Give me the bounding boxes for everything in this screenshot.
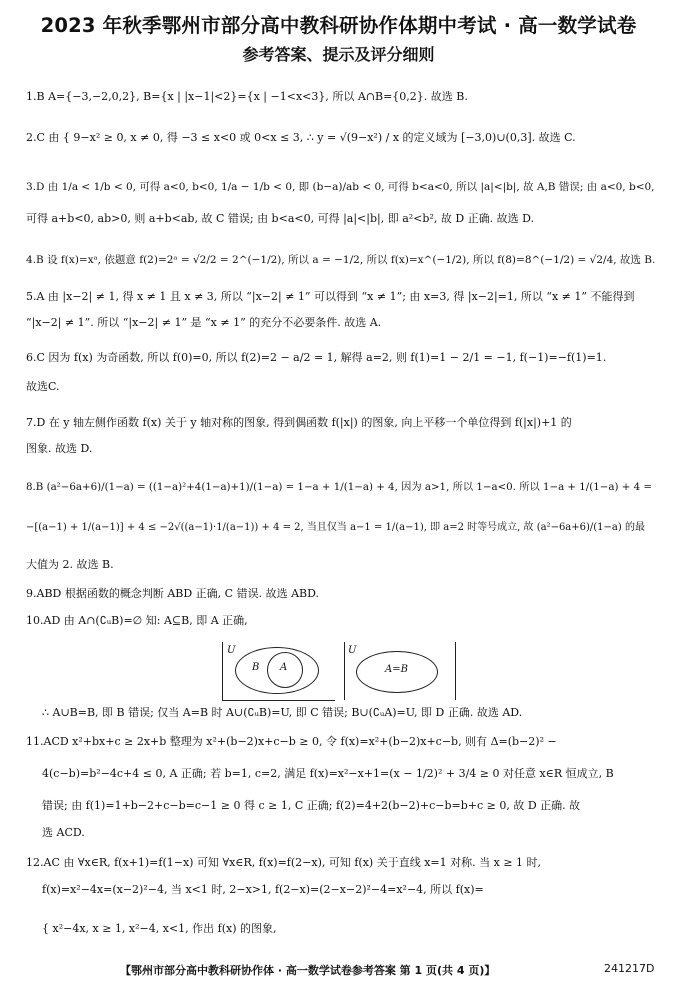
answer-5-line-2: “|x−2| ≠ 1”. 所以 “|x−2| ≠ 1” 是 “x ≠ 1” 的充分不必要条件. 故选 A. bbox=[26, 316, 382, 329]
answer-3-line-2: 可得 a+b<0, ab>0, 则 a+b<ab, 故 C 错误; 由 b<a<0, 可得 |a|<|b|, 即 a²<b², 故 D 正确. 故选 D. bbox=[26, 212, 535, 225]
venn-right-universe-label: U bbox=[348, 645, 357, 656]
answer-7-line-1: 7.D 在 y 轴左侧作函数 f(x) 关于 y 轴对称的图象, 得到偶函数 f(|x|) 的图象, 向上平移一个单位得到 f(|x|)+1 的 bbox=[26, 416, 572, 429]
answer-12-line-3: { x²−4x, x ≥ 1, x²−4, x<1, 作出 f(x) 的图象, bbox=[42, 922, 277, 935]
answer-7-line-2: 图象. 故选 D. bbox=[26, 442, 93, 455]
venn-left-a-label: A bbox=[280, 662, 288, 673]
answer-10-line-2: ∴ A∪B=B, 即 B 错误; 仅当 A=B 时 A∪(∁ᵤB)=U, 即 C 错误; B∪(∁ᵤA)=U, 即 D 正确. 故选 AD. bbox=[42, 706, 523, 719]
venn-left-universe-label: U bbox=[227, 645, 236, 656]
answer-6-line-1: 6.C 因为 f(x) 为奇函数, 所以 f(0)=0, 所以 f(2)=2 − a/2 = 1, 解得 a=2, 则 f(1)=1 − 2/1 = −1, f(−1)=−f(1)=1. bbox=[26, 351, 607, 364]
answer-8-line-2: −[(a−1) + 1/(a−1)] + 4 ≤ −2√((a−1)·1/(a−1)) + 4 = 2, 当且仅当 a−1 = 1/(a−1), 即 a=2 时等号成立, 故 (a²−6a+6)/(1−a) 的最 bbox=[26, 522, 645, 533]
answer-11-line-1: 11.ACD x²+bx+c ≥ 2x+b 整理为 x²+(b−2)x+c−b ≥ 0, 令 f(x)=x²+(b−2)x+c−b, 则有 Δ=(b−2)² − bbox=[26, 735, 557, 748]
answer-5-line-1: 5.A 由 |x−2| ≠ 1, 得 x ≠ 1 且 x ≠ 3, 所以 “|x−2| ≠ 1” 可以得到 “x ≠ 1”; 由 x=3, 得 |x−2|=1, 所以 “x ≠ 1” 不能得到 bbox=[26, 290, 635, 303]
answer-1: 1.B A={−3,−2,0,2}, B={x | |x−1|<2}={x | −1<x<3}, 所以 A∩B={0,2}. 故选 B. bbox=[26, 90, 468, 103]
answer-9: 9.ABD 根据函数的概念判断 ABD 正确, C 错误. 故选 ABD. bbox=[26, 587, 320, 600]
answer-6-line-2: 故选C. bbox=[26, 380, 60, 393]
answer-11-line-3: 错误; 由 f(1)=1+b−2+c−b=c−1 ≥ 0 得 c ≥ 1, C 正确; f(2)=4+2(b−2)+c−b=b+c ≥ 0, 故 D 正确. 故 bbox=[42, 799, 581, 812]
venn-left-b-label: B bbox=[252, 662, 260, 673]
answer-12-line-1: 12.AC 由 ∀x∈R, f(x+1)=f(1−x) 可知 ∀x∈R, f(x)=f(2−x), 可知 f(x) 关于直线 x=1 对称. 当 x ≥ 1 时, bbox=[26, 856, 542, 869]
answer-11-line-4: 选 ACD. bbox=[42, 826, 85, 839]
venn-right-ab-label: A=B bbox=[385, 664, 408, 675]
answer-12-line-2: f(x)=x²−4x=(x−2)²−4, 当 x<1 时, 2−x>1, f(2−x)=(2−x−2)²−4=x²−4, 所以 f(x)= bbox=[42, 883, 484, 896]
answer-8-line-3: 大值为 2. 故选 B. bbox=[26, 558, 114, 571]
answer-2: 2.C 由 { 9−x² ≥ 0, x ≠ 0, 得 −3 ≤ x<0 或 0<x ≤ 3, ∴ y = √(9−x²) / x 的定义域为 [−3,0)∪(0,3]. 故选 C. bbox=[26, 131, 576, 144]
answer-11-line-2: 4(c−b)=b²−4c+4 ≤ 0, A 正确; 若 b=1, c=2, 满足 f(x)=x²−x+1=(x − 1/2)² + 3/4 ≥ 0 对任意 x∈R 恒成立, B bbox=[42, 767, 614, 780]
answer-3-line-1: 3.D 由 1/a < 1/b < 0, 可得 a<0, b<0, 1/a − 1/b < 0, 即 (b−a)/ab < 0, 可得 b<a<0, 所以 |a|<|b|, 故 A,B 错误; 由 a<0, b<0, bbox=[26, 181, 655, 193]
footer-source: 【鄂州市部分高中教科研协作体 · 高一数学试卷参考答案 第 1 页(共 4 页)】 bbox=[120, 964, 496, 977]
footer-code: 241217D bbox=[604, 962, 655, 975]
exam-title: 2023 年秋季鄂州市部分高中教科研协作体期中考试 · 高一数学试卷 bbox=[40, 14, 637, 37]
answer-4: 4.B 设 f(x)=xᵃ, 依题意 f(2)=2ᵃ = √2/2 = 2^(−1/2), 所以 a = −1/2, 所以 f(x)=x^(−1/2), 所以 f(8)=8^(−1/2) = √2/4, 故选 B. bbox=[26, 254, 656, 266]
answer-key-subtitle: 参考答案、提示及评分细则 bbox=[242, 45, 435, 64]
answer-10-line-1: 10.AD 由 A∩(∁ᵤB)=∅ 知: A⊆B, 即 A 正确, bbox=[26, 614, 248, 627]
answer-8-line-1: 8.B (a²−6a+6)/(1−a) = ((1−a)²+4(1−a)+1)/(1−a) = 1−a + 1/(1−a) + 4, 因为 a>1, 所以 1−a<0. 所以 1−a + 1/(1−a) + 4 = bbox=[26, 481, 652, 493]
